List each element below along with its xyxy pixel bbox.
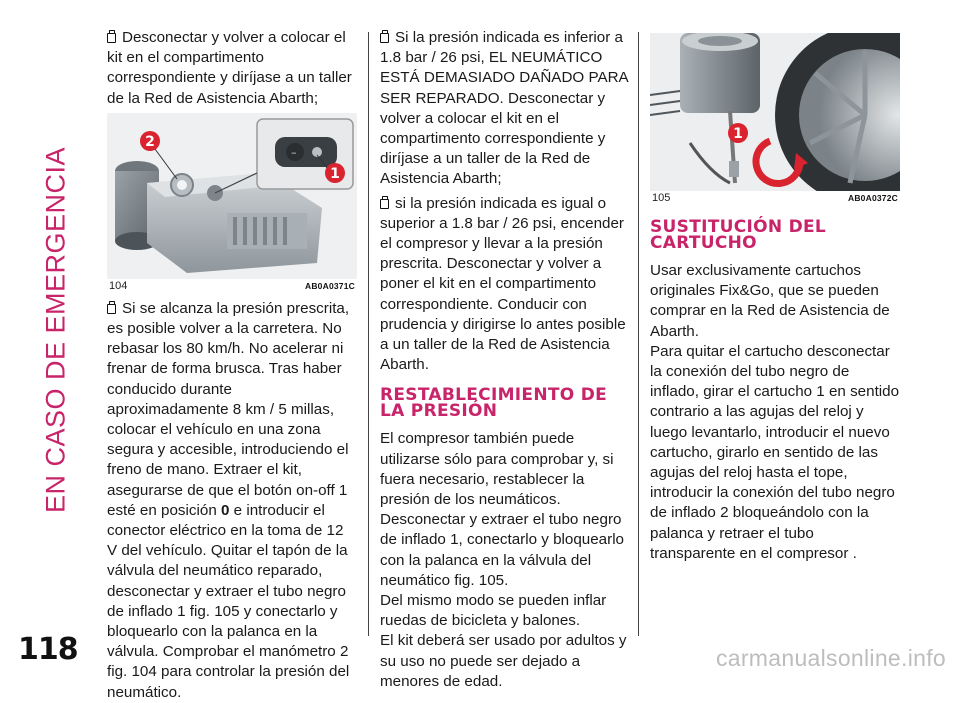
callout-2: 2: [145, 133, 155, 150]
paragraph: Para quitar el cartucho desconectar la conexión del tubo negro de inflado, girar el cartucho 1 en sentido contrario a las agujas del reloj y luego levantarlo, introducir el nuevo cartucho, girarlo en sentido de las agujas del reloj hasta el tope, introducir la conexión del tubo negro de inflado 2 bloqueándolo con la palanca y retraer el tubo transparente en el compresor .: [650, 342, 900, 562]
cartridge-wheel-illustration: [650, 33, 900, 191]
column-2: [380, 28, 630, 692]
column-1: [107, 28, 357, 703]
bullet-icon: [107, 304, 116, 314]
callout-1: 1: [733, 126, 743, 142]
compressor-gauge-illustration: [107, 113, 357, 279]
paragraph: Desconectar y volver a colocar el kit en el compartimento correspondiente y diríjase a un taller de la Red de Asistencia Abarth;: [107, 29, 352, 107]
section-heading: RESTABLECIMIENTO DE LA PRESIÓN: [380, 385, 608, 422]
paragraph: El kit deberá ser usado por adultos y su uso no puede ser dejado a menores de edad.: [380, 632, 627, 690]
paragraph: Desconectar y extraer el tubo negro de inflado 1, conectarlo y bloquearlo con la palanca en la válvula del neumático fig. 105.: [380, 511, 625, 589]
figure-104: [107, 113, 357, 293]
callout-1: 1: [330, 165, 340, 182]
section-heading: SUSTITUCIÓN DEL CARTUCHO: [650, 217, 827, 253]
page-number: 118: [18, 632, 78, 667]
paragraph: El compresor también puede utilizarse sólo para comprobar y, si fuera necesario, restablecer la presión de los neumáticos.: [380, 430, 614, 509]
column-divider: [368, 32, 369, 636]
watermark: carmanualsonline.info: [715, 645, 946, 671]
paragraph: Si la presión indicada es inferior a 1.8 bar / 26 psi, EL NEUMÁTICO ESTÁ DEMASIADO DAÑADO PARA SER REPARADO. Desconectar y volver a colocar el kit en el compartimento correspondiente y diríjase a un taller de la Red de Asistencia Abarth;: [380, 29, 628, 188]
figure-105: [650, 33, 900, 205]
bullet-icon: [380, 199, 389, 209]
section-side-label: EN CASO DE EMERGENCIA: [40, 146, 71, 514]
column-3: [650, 28, 900, 564]
figure-number: 105: [652, 192, 671, 204]
bullet-icon: [107, 33, 116, 43]
paragraph: si la presión indicada es igual o superior a 1.8 bar / 26 psi, encender el compresor y llevar a la presión prescrita. Desconectar y volver a poner el kit en el compartimento correspondiente. Conducir con prudencia y dirigirse lo antes posible a un taller de la Red de Asistencia Abarth.: [380, 194, 626, 374]
paragraph: Usar exclusivamente cartuchos originales Fix&Go, que se pueden comprar en la Red de Asistencia de Abarth.: [650, 262, 890, 340]
figure-number: 104: [109, 279, 128, 292]
figure-code: AB0A0371C: [305, 280, 355, 291]
figure-code: AB0A0372C: [848, 193, 898, 203]
paragraph: Del mismo modo se pueden inflar ruedas de bicicleta y balones.: [380, 592, 607, 630]
svg-text:–: –: [291, 145, 297, 159]
bullet-icon: [380, 33, 389, 43]
paragraph: Si se alcanza la presión prescrita, es posible volver a la carretera. No rebasar los 80 km/h. No acelerar ni frenar de forma brusca. Tras haber conducido durante aproximadamente 8 km / 5 millas, colocar el vehículo en una zona segura y accesible, introduciendo el freno de mano. Extraer el kit, asegurarse de que el botón on-off 1 esté en posición 0 e introducir el conector eléctrico en la toma de 12 V del vehículo. Quitar el tapón de la válvula del neumático reparado, desconectar y extraer el tubo negro de inflado 1 fig. 105 y conectarlo y bloquearlo con la palanca en la válvula. Comprobar el manómetro 2 fig. 104 para controlar la presión del neumático.: [107, 299, 350, 701]
column-divider: [638, 32, 639, 636]
